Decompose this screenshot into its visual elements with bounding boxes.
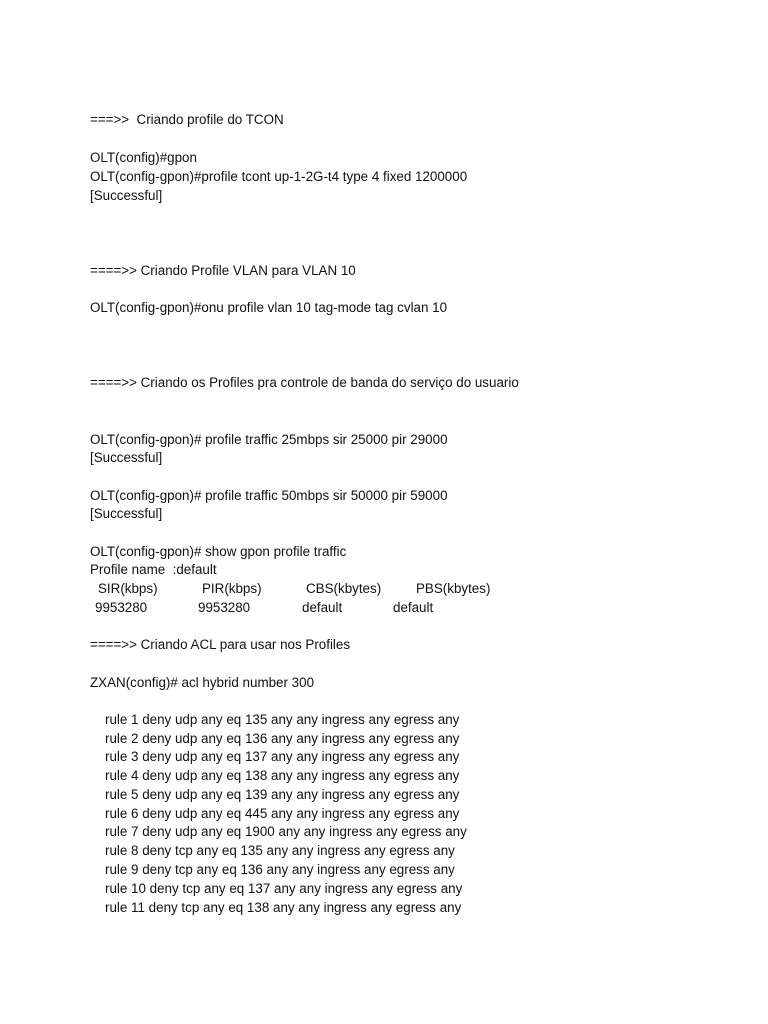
traffic-command-50mbps: OLT(config-gpon)# profile traffic 50mbps sir 50000 pir 59000 (90, 488, 448, 503)
acl-rule: rule 10 deny tcp any eq 137 any any ingress any egress any (105, 881, 463, 896)
acl-command: ZXAN(config)# acl hybrid number 300 (90, 675, 315, 690)
table-cell-pbs: default (393, 600, 434, 615)
table-header-sir: SIR(kbps) (98, 581, 158, 596)
acl-rule: rule 3 deny udp any eq 137 any any ingress any egress any (105, 749, 460, 764)
acl-rule: rule 11 deny tcp any eq 138 any any ingress any egress any (105, 900, 462, 915)
table-header-cbs: CBS(kbytes) (306, 581, 382, 596)
vlan-section-header: ====>> Criando Profile VLAN para VLAN 10 (90, 263, 356, 278)
table-cell-cbs: default (302, 600, 343, 615)
tcon-command-profile: OLT(config-gpon)#profile tcont up-1-2G-t4 type 4 fixed 1200000 (90, 169, 468, 184)
acl-rule: rule 5 deny udp any eq 139 any any ingress any egress any (105, 787, 460, 802)
vlan-command: OLT(config-gpon)#onu profile vlan 10 tag-mode tag cvlan 10 (90, 300, 448, 315)
profile-name-line: Profile name :default (90, 562, 217, 577)
acl-rule: rule 6 deny udp any eq 445 any any ingress any egress any (105, 806, 460, 821)
tcon-result: [Successful] (90, 188, 163, 203)
traffic-command-25mbps: OLT(config-gpon)# profile traffic 25mbps sir 25000 pir 29000 (90, 432, 448, 447)
acl-rule: rule 1 deny udp any eq 135 any any ingress any egress any (105, 712, 460, 727)
acl-rule: rule 7 deny udp any eq 1900 any any ingress any egress any (105, 824, 467, 839)
acl-rule: rule 9 deny tcp any eq 136 any any ingress any egress any (105, 862, 455, 877)
tcon-section-header: ===>> Criando profile do TCON (90, 112, 284, 127)
acl-rule: rule 8 deny tcp any eq 135 any any ingress any egress any (105, 843, 455, 858)
table-header-pir: PIR(kbps) (202, 581, 262, 596)
table-header-pbs: PBS(kbytes) (416, 581, 491, 596)
acl-rule: rule 2 deny udp any eq 136 any any ingress any egress any (105, 731, 460, 746)
tcon-command-gpon: OLT(config)#gpon (90, 150, 197, 165)
show-traffic-command: OLT(config-gpon)# show gpon profile traffic (90, 544, 347, 559)
table-cell-sir: 9953280 (95, 600, 148, 615)
traffic-section-header: ====>> Criando os Profiles pra controle de banda do serviço do usuario (90, 375, 519, 390)
acl-rule: rule 4 deny udp any eq 138 any any ingress any egress any (105, 768, 460, 783)
traffic-result-25mbps: [Successful] (90, 450, 163, 465)
acl-section-header: ====>> Criando ACL para usar nos Profiles (90, 637, 351, 652)
traffic-result-50mbps: [Successful] (90, 506, 163, 521)
table-cell-pir: 9953280 (198, 600, 251, 615)
